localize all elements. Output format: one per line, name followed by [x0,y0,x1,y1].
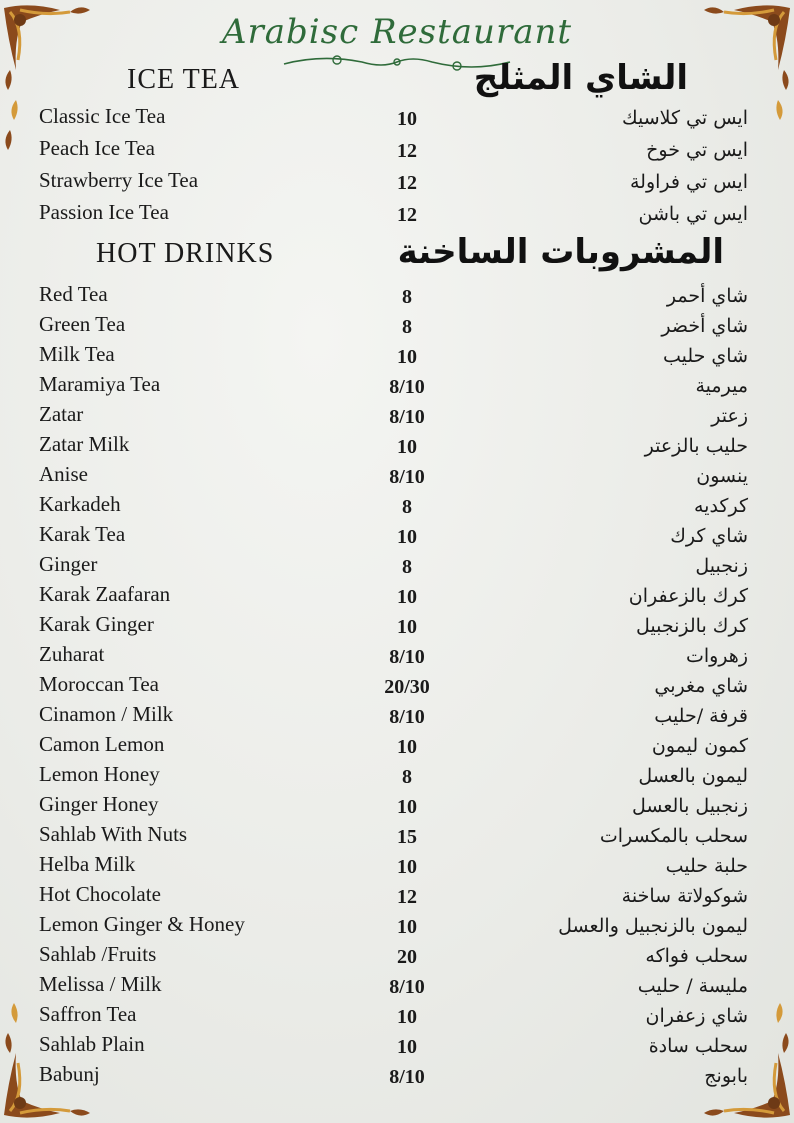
item-name-ar: ايس تي كلاسيك [621,107,748,129]
list-item [0,491,794,521]
list-item [0,371,794,401]
list-item [0,761,794,791]
item-name-ar: بابونج [704,1065,748,1087]
item-name-ar: زعتر [711,405,748,427]
item-price: 10 [397,1036,417,1058]
item-name-ar: شاي أحمر [666,285,748,307]
item-name-ar: زنجبيل بالعسل [632,795,748,817]
list-item [0,971,794,1001]
item-price: 8/10 [389,1066,425,1088]
item-name: Strawberry Ice Tea [39,168,199,192]
item-name: Sahlab With Nuts [39,822,188,846]
item-name-ar: زهروات [685,645,748,667]
item-name-ar: سحلب بالمكسرات [599,825,748,847]
list-item [0,821,794,851]
item-price: 10 [397,796,417,818]
item-price: 12 [397,140,417,162]
item-name: Sahlab Plain [39,1032,145,1056]
list-item [0,1001,794,1031]
item-price: 10 [397,346,417,368]
list-item [0,731,794,761]
item-name: Red Tea [39,282,108,306]
list-item [0,911,794,941]
item-name-ar: سحلب فواكه [645,945,748,967]
item-name-ar: زنجبيل [695,555,748,577]
item-name: Melissa / Milk [39,972,162,996]
item-price: 10 [397,526,417,548]
item-name: Zatar [39,402,84,426]
list-item [0,1031,794,1061]
list-item [0,341,794,371]
item-name-ar: شاي حليب [662,345,748,367]
item-name: Green Tea [39,312,126,336]
section-title-hot-drinks: HOT DRINKS [96,238,275,269]
list-item [0,521,794,551]
item-name-ar: كرك بالزعفران [628,585,748,607]
item-price: 8/10 [389,976,425,998]
item-price: 8/10 [389,706,425,728]
item-price: 12 [397,886,417,908]
list-item [0,135,794,165]
item-price: 8 [402,496,412,518]
list-item [0,581,794,611]
item-name-ar: ايس تي باشن [638,203,748,225]
list-item [0,881,794,911]
list-item [0,431,794,461]
item-name-ar: ليمون بالعسل [638,765,748,787]
item-price: 8 [402,556,412,578]
item-name-ar: ميرمية [695,375,748,397]
list-item [0,401,794,431]
item-name-ar: شاي زعفران [645,1005,748,1027]
item-name: Classic Ice Tea [39,104,166,128]
item-name-ar: مليسة / حليب [637,975,748,997]
list-item [0,791,794,821]
list-item [0,851,794,881]
item-name: Passion Ice Tea [39,200,169,224]
restaurant-name: Arabisc Restaurant [221,12,573,52]
item-price: 8/10 [389,376,425,398]
item-price: 8 [402,286,412,308]
item-name: Ginger Honey [39,792,159,816]
item-name: Zatar Milk [39,432,130,456]
item-price: 10 [397,108,417,130]
item-name: Zuharat [39,642,105,666]
item-price: 8/10 [389,646,425,668]
item-price: 10 [397,586,417,608]
item-price: 20 [397,946,417,968]
item-name: Anise [39,462,88,486]
list-item [0,311,794,341]
item-name-ar: شاي مغربي [654,675,748,697]
item-price: 20/30 [384,676,430,698]
item-price: 10 [397,736,417,758]
list-item [0,641,794,671]
item-price: 15 [397,826,417,848]
item-name: Babunj [39,1062,100,1086]
item-name: Lemon Honey [39,762,160,786]
item-name-ar: كركديه [693,495,748,517]
item-name: Karak Zaafaran [39,582,171,606]
item-name: Karkadeh [39,492,121,516]
item-name: Saffron Tea [39,1002,137,1026]
list-item [0,611,794,641]
list-item [0,281,794,311]
section-title-ice-tea: ICE TEA [127,64,241,95]
item-name-ar: سحلب سادة [648,1035,748,1057]
item-name: Peach Ice Tea [39,136,155,160]
item-name-ar: شاي كرك [670,525,748,547]
item-name: Sahlab /Fruits [39,942,157,966]
item-price: 10 [397,1006,417,1028]
item-name-ar: ليمون بالزنجبيل والعسل [558,915,748,937]
list-item [0,199,794,229]
item-name-ar: حلبة حليب [665,855,748,877]
section-title-hot-drinks-ar: المشروبات الساخنة [397,232,724,272]
item-price: 10 [397,616,417,638]
item-name-ar: قرفة /حليب [654,705,748,727]
list-item [0,103,794,133]
item-price: 8 [402,766,412,788]
item-name: Hot Chocolate [39,882,161,906]
item-name: Ginger [39,552,98,576]
item-name: Camon Lemon [39,732,165,756]
item-name: Lemon Ginger & Honey [39,912,245,936]
item-name-ar: كرك بالزنجبيل [636,615,748,637]
list-item [0,551,794,581]
item-name: Milk Tea [39,342,115,366]
item-name: Karak Ginger [39,612,154,636]
item-price: 10 [397,436,417,458]
section-title-ice-tea-ar: الشاي المثلج [473,58,688,98]
list-item [0,1061,794,1091]
item-name-ar: ينسون [696,465,748,487]
item-price: 8 [402,316,412,338]
item-name: Karak Tea [39,522,126,546]
list-item [0,167,794,197]
item-name: Cinamon / Milk [39,702,174,726]
item-price: 10 [397,916,417,938]
item-name: Helba Milk [39,852,136,876]
item-name: Moroccan Tea [39,672,160,696]
item-name-ar: ايس تي فراولة [630,171,748,193]
item-name-ar: حليب بالزعتر [644,435,748,457]
list-item [0,461,794,491]
item-name-ar: كمون ليمون [651,735,748,757]
item-price: 8/10 [389,466,425,488]
item-name-ar: ايس تي خوخ [646,139,748,161]
item-price: 12 [397,204,417,226]
item-name: Maramiya Tea [39,372,161,396]
list-item [0,701,794,731]
item-name-ar: شوكولاتة ساخنة [621,885,748,907]
list-item [0,941,794,971]
item-name-ar: شاي أخضر [661,315,748,337]
item-price: 12 [397,172,417,194]
item-price: 8/10 [389,406,425,428]
item-price: 10 [397,856,417,878]
list-item [0,671,794,701]
